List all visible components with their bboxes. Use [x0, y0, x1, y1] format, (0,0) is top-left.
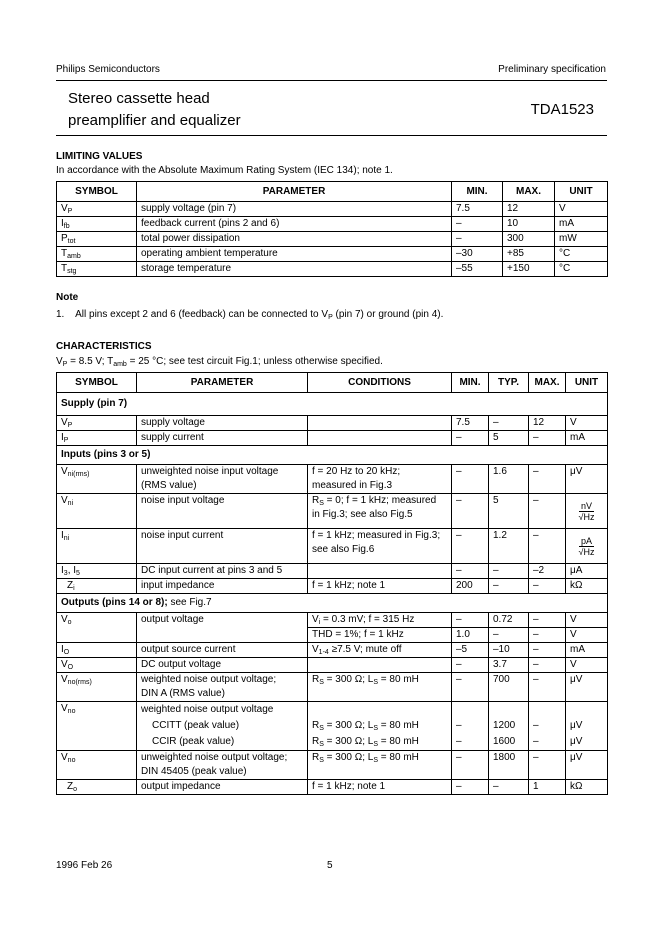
- cell-min: –: [452, 217, 503, 232]
- cell-max: 12: [503, 202, 555, 217]
- characteristics-header-row: [57, 373, 608, 393]
- cell-max: 1: [529, 780, 566, 795]
- cell-typ: 5: [489, 494, 529, 529]
- cell-max: –: [529, 465, 566, 494]
- cell-unit: [566, 494, 608, 529]
- cell-symbol: $V_{ni}$: [57, 494, 137, 529]
- cell-max: – –: [529, 702, 566, 751]
- table-row: [57, 579, 608, 594]
- note-number: 1.: [56, 309, 65, 320]
- unit-fraction: $\frac{pA}{√Hz}$: [578, 536, 595, 557]
- cell-min: –: [452, 780, 489, 795]
- cell-conditions: f = 20 Hz to 20 kHz; measured in Fig.3: [308, 465, 452, 494]
- cell-conditions: [308, 564, 452, 579]
- cell-min: –: [452, 673, 489, 702]
- cell-unit: °C: [555, 262, 608, 277]
- cell-unit: μV μV: [566, 702, 608, 751]
- group-row-inputs: [57, 446, 608, 465]
- cell-unit: [566, 529, 608, 564]
- cell-unit: V: [566, 658, 608, 673]
- cell-max: –: [529, 431, 566, 446]
- cell-unit: kΩ: [566, 780, 608, 795]
- table-row: [57, 702, 608, 751]
- cell-parameter: supply current: [137, 431, 308, 446]
- cell-max: +150: [503, 262, 555, 277]
- col-symbol: SYMBOL: [57, 373, 137, 393]
- cell-symbol: $V_{no(rms)}$: [57, 673, 137, 702]
- cell-min: –5: [452, 643, 489, 658]
- characteristics-conditions: $V_P = 8.5$ V; $T_{amb} = 25$ °C; see test circuit Fig.1; unless otherwise specified.: [56, 356, 383, 368]
- cell-unit: V: [555, 202, 608, 217]
- cell-max: –: [529, 658, 566, 673]
- col-min: MIN.: [452, 182, 503, 202]
- cell-max: –: [529, 494, 566, 529]
- limiting-heading: LIMITING VALUES: [56, 151, 143, 162]
- col-min: MIN.: [452, 373, 489, 393]
- cell-typ: 1.6: [489, 465, 529, 494]
- table-row: [57, 780, 608, 795]
- cell-unit: mA: [555, 217, 608, 232]
- cell-parameter: weighted noise output voltage; DIN A (RMS value): [137, 673, 308, 702]
- cell-min: 7.5: [452, 416, 489, 431]
- cell-symbol: $T_{amb}$: [57, 247, 137, 262]
- cell-parameter: input impedance: [137, 579, 308, 594]
- cell-symbol: $T_{stg}$: [57, 262, 137, 277]
- cell-parameter: DC input current at pins 3 and 5: [137, 564, 308, 579]
- cell-min: –55: [452, 262, 503, 277]
- cell-min: –: [452, 529, 489, 564]
- cell-parameter: noise input voltage: [137, 494, 308, 529]
- col-parameter: PARAMETER: [137, 373, 308, 393]
- table-row: [57, 465, 608, 494]
- cell-symbol: $V_O$: [57, 658, 137, 673]
- group-row-supply: [57, 393, 608, 416]
- cell-parameter: feedback current (pins 2 and 6): [137, 217, 452, 232]
- cell-symbol: $I_O$: [57, 643, 137, 658]
- cell-typ: –10: [489, 643, 529, 658]
- doc-type: Preliminary specification: [498, 64, 606, 75]
- cell-max: +85: [503, 247, 555, 262]
- cell-conditions: $V_i = 0.3$ mV; f = 315 Hz: [308, 613, 452, 628]
- cell-max: –: [529, 529, 566, 564]
- col-unit: UNIT: [555, 182, 608, 202]
- table-row: [57, 494, 608, 529]
- cell-max: –: [529, 579, 566, 594]
- table-row: [57, 751, 608, 780]
- cell-parameter: supply voltage (pin 7): [137, 202, 452, 217]
- cell-min: –30: [452, 247, 503, 262]
- cell-max: –: [529, 673, 566, 702]
- cell-typ: –: [489, 780, 529, 795]
- table-row: [57, 613, 608, 628]
- cell-typ: 700: [489, 673, 529, 702]
- cell-typ: 1.2: [489, 529, 529, 564]
- table-row: [57, 232, 608, 247]
- table-row: [57, 217, 608, 232]
- cell-conditions: $R_S = 300$ Ω; $L_S = 80$ mH $R_S = 300$ Ω; $L_S = 80$ mH: [308, 702, 452, 751]
- cell-parameter: supply voltage: [137, 416, 308, 431]
- cell-conditions: $V_{1-4} \ge 7.5$ V; mute off: [308, 643, 452, 658]
- cell-max: –: [529, 751, 566, 780]
- cell-typ: –: [489, 416, 529, 431]
- cell-min: –: [452, 564, 489, 579]
- cell-unit: V: [566, 628, 608, 643]
- table-row: [57, 247, 608, 262]
- cell-symbol: $V_P$: [57, 202, 137, 217]
- cell-typ: 3.7: [489, 658, 529, 673]
- cell-symbol: $V_o$: [57, 613, 137, 643]
- cell-unit: kΩ: [566, 579, 608, 594]
- cell-parameter: unweighted noise output voltage; DIN 45405 (peak value): [137, 751, 308, 780]
- col-typ: TYP.: [489, 373, 529, 393]
- col-max: MAX.: [503, 182, 555, 202]
- cell-parameter: output source current: [137, 643, 308, 658]
- cell-symbol: $V_{no}$: [57, 751, 137, 780]
- cell-min: –: [452, 431, 489, 446]
- table-row: [57, 416, 608, 431]
- cell-min: –: [452, 494, 489, 529]
- limiting-header-row: [57, 182, 608, 202]
- doc-title-line2: preamplifier and equalizer: [68, 112, 241, 129]
- unit-fraction: $\frac{nV}{√Hz}$: [578, 501, 595, 522]
- cell-typ: 5: [489, 431, 529, 446]
- cell-unit: mA: [566, 431, 608, 446]
- header-rule-top: [56, 80, 607, 81]
- cell-conditions: [308, 658, 452, 673]
- note-text: All pins except 2 and 6 (feedback) can be connected to $V_P$ (pin 7) or ground (pin 4).: [75, 309, 444, 321]
- cell-parameter: operating ambient temperature: [137, 247, 452, 262]
- limiting-table: [56, 181, 608, 277]
- cell-parameter: total power dissipation: [137, 232, 452, 247]
- cell-unit: mA: [566, 643, 608, 658]
- cell-parameter: storage temperature: [137, 262, 452, 277]
- cell-min: –: [452, 751, 489, 780]
- table-row: [57, 658, 608, 673]
- col-parameter: PARAMETER: [137, 182, 452, 202]
- cell-conditions: [308, 416, 452, 431]
- cell-max: 300: [503, 232, 555, 247]
- cell-unit: μV: [566, 465, 608, 494]
- cell-symbol: $V_{ni(rms)}$: [57, 465, 137, 494]
- cell-parameter: noise input current: [137, 529, 308, 564]
- cell-conditions: f = 1 kHz; measured in Fig.3; see also Fig.6: [308, 529, 452, 564]
- doc-title-line1: Stereo cassette head: [68, 90, 210, 107]
- cell-symbol: $I_P$: [57, 431, 137, 446]
- cell-typ: –: [489, 579, 529, 594]
- limiting-intro: In accordance with the Absolute Maximum Rating System (IEC 134); note 1.: [56, 165, 393, 176]
- cell-conditions: $R_S = 300$ Ω; $L_S = 80$ mH: [308, 673, 452, 702]
- cell-conditions: f = 1 kHz; note 1: [308, 579, 452, 594]
- cell-max: –: [529, 613, 566, 628]
- cell-unit: °C: [555, 247, 608, 262]
- characteristics-table: [56, 372, 608, 795]
- cell-parameter: weighted noise output voltage CCITT (peak value) CCIR (peak value): [137, 702, 308, 751]
- cell-symbol: $P_{tot}$: [57, 232, 137, 247]
- cell-parameter: unweighted noise input voltage (RMS value): [137, 465, 308, 494]
- col-conditions: CONDITIONS: [308, 373, 452, 393]
- cell-min: –: [452, 232, 503, 247]
- cell-symbol: $I_3$, $I_5$: [57, 564, 137, 579]
- cell-typ: 1200 1600: [489, 702, 529, 751]
- characteristics-heading: CHARACTERISTICS: [56, 341, 152, 352]
- col-max: MAX.: [529, 373, 566, 393]
- cell-typ: –: [489, 564, 529, 579]
- cell-parameter: output impedance: [137, 780, 308, 795]
- cell-conditions: THD = 1%; f = 1 kHz: [308, 628, 452, 643]
- cell-conditions: [308, 431, 452, 446]
- cell-min: 200: [452, 579, 489, 594]
- cell-symbol: $I_{fb}$: [57, 217, 137, 232]
- cell-min: – –: [452, 702, 489, 751]
- cell-unit: V: [566, 416, 608, 431]
- cell-symbol: $V_{no}$: [57, 702, 137, 751]
- cell-conditions: $R_S = 0$; f = 1 kHz; measured in Fig.3; see also Fig.5: [308, 494, 452, 529]
- cell-unit: V: [566, 613, 608, 628]
- table-row: [57, 673, 608, 702]
- note-heading: Note: [56, 292, 79, 303]
- group-outputs-label: Outputs (pins 14 or 8); see Fig.7: [57, 594, 608, 613]
- table-row: [57, 643, 608, 658]
- cell-symbol: $Z_i$: [57, 579, 137, 594]
- cell-max: 10: [503, 217, 555, 232]
- cell-typ: –: [489, 628, 529, 643]
- cell-unit: μA: [566, 564, 608, 579]
- cell-min: 7.5: [452, 202, 503, 217]
- group-row-outputs: [57, 594, 608, 613]
- table-row: [57, 529, 608, 564]
- cell-min: 1.0: [452, 628, 489, 643]
- cell-min: –: [452, 658, 489, 673]
- cell-min: –: [452, 465, 489, 494]
- col-unit: UNIT: [566, 373, 608, 393]
- cell-min: –: [452, 613, 489, 628]
- cell-parameter: output voltage: [137, 613, 308, 643]
- note-1: [56, 309, 443, 320]
- table-row: [57, 202, 608, 217]
- cell-symbol: $V_P$: [57, 416, 137, 431]
- header-rule-bottom: [56, 135, 607, 136]
- col-symbol: SYMBOL: [57, 182, 137, 202]
- doc-title: [68, 88, 241, 132]
- table-row: [57, 431, 608, 446]
- cell-symbol: $Z_o$: [57, 780, 137, 795]
- part-number: TDA1523: [530, 101, 594, 118]
- table-row: [57, 564, 608, 579]
- cell-conditions: f = 1 kHz; note 1: [308, 780, 452, 795]
- cell-typ: 1800: [489, 751, 529, 780]
- table-row: [57, 262, 608, 277]
- cell-parameter: DC output voltage: [137, 658, 308, 673]
- cell-unit: mW: [555, 232, 608, 247]
- company-name: Philips Semiconductors: [56, 64, 160, 75]
- group-supply-label: Supply (pin 7): [57, 393, 608, 416]
- cell-max: –: [529, 628, 566, 643]
- page-number: 5: [327, 860, 333, 871]
- cell-max: –2: [529, 564, 566, 579]
- cell-conditions: $R_S = 300$ Ω; $L_S = 80$ mH: [308, 751, 452, 780]
- footer-date: 1996 Feb 26: [56, 860, 113, 871]
- cell-max: –: [529, 643, 566, 658]
- cell-max: 12: [529, 416, 566, 431]
- cell-unit: μV: [566, 673, 608, 702]
- cell-unit: μV: [566, 751, 608, 780]
- cell-symbol: $I_{ni}$: [57, 529, 137, 564]
- cell-typ: 0.72: [489, 613, 529, 628]
- group-inputs-label: Inputs (pins 3 or 5): [57, 446, 608, 465]
